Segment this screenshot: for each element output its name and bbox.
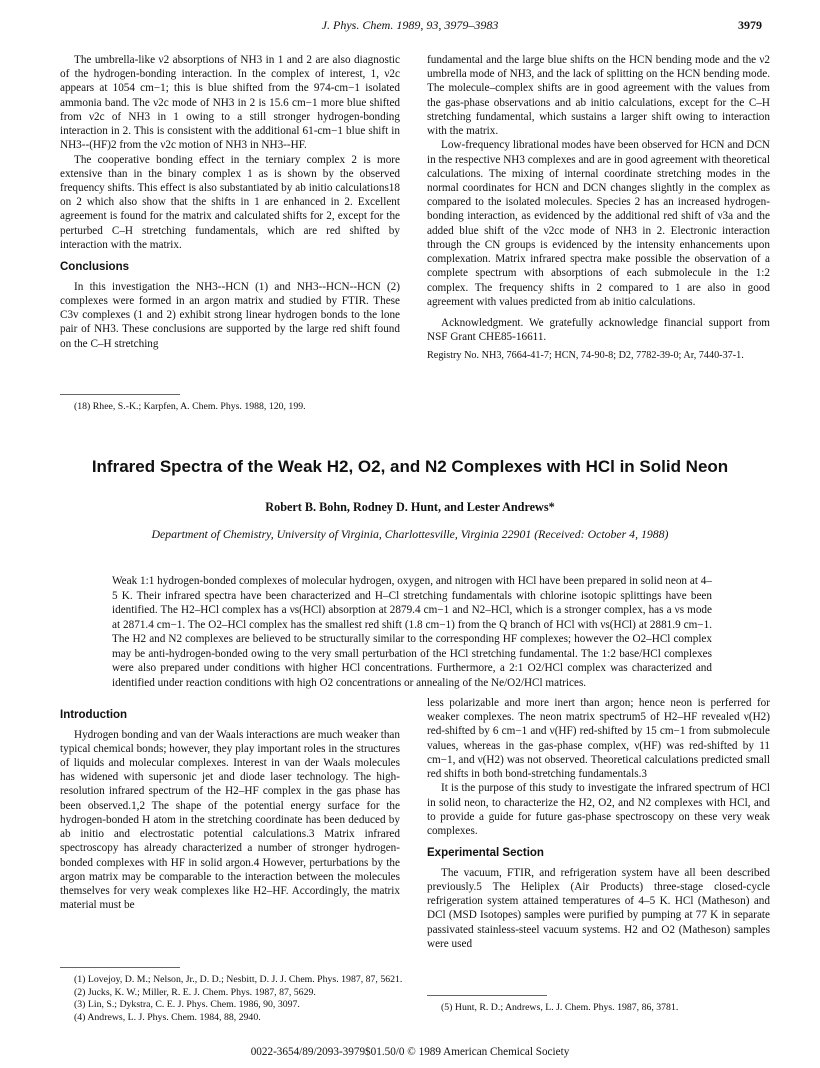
article-right-column bbox=[427, 696, 770, 951]
footnote-rule bbox=[60, 967, 180, 968]
paragraph: Low-frequency librational modes have been observed for HCN and DCN in the respective NH3 complexes and are in good agreement with theoretical calculations. The mixing of internal coordinate stretching modes in the normal coordinates for HCN and DCN changes slightly in the complex as compared to the isolated molecules. Species 2 has an increased hydrogen-bonding interaction, as evidenced by the additional red shift of ν3a and the added blue shift of the ν2cc mode of NH3 in 2. Electronic interaction through the CN groups is evidenced by the intensity enhancements upon complexation. Matrix infrared spectra make possible the observation of a complete spectrum with absorptions of each submolecule in the 1:2 complex. The frequency shifts in 2 compared to 1 are also in good agreement with values predicted from ab initio calculations. bbox=[427, 139, 770, 308]
footnote: (1) Lovejoy, D. M.; Nelson, Jr., D. D.; Nesbitt, D. J. J. Chem. Phys. 1987, 87, 5621. bbox=[74, 974, 403, 985]
article-affiliation: Department of Chemistry, University of Virginia, Charlottesville, Virginia 22901 (Received: October 4, 1988) bbox=[151, 527, 669, 541]
footnotes-left bbox=[74, 974, 404, 1025]
running-head: J. Phys. Chem. 1989, 93, 3979–3983 bbox=[321, 18, 499, 32]
paragraph: The umbrella-like ν2 absorptions of NH3 in 1 and 2 are also diagnostic of the hydrogen-bonding interaction. In the complex of interest, 1, ν2c appears at 1054 cm−1; this is blue shifted from the 974-cm−1 isolated ammonia band. The ν2c mode of NH3 in 2 is 15.6 cm−1 more blue shifted from ν2c of NH3 in 1 owing to a still stronger hydrogen-bonding interaction in 2. This is consistent with the additional 61-cm−1 blue shift in NH3--(HF)2 from the ν2c motion of NH3 in NH3--HF. bbox=[60, 54, 400, 152]
paragraph: It is the purpose of this study to investigate the infrared spectrum of HCl in solid neon, to characterize the H2, O2, and N2 complexes with HCl, and to provide a guide for future gas-phase spectroscopy on these very weak complexes. bbox=[427, 782, 770, 837]
paragraph: The vacuum, FTIR, and refrigeration system have all been described previously.5 The Heliplex (Air Products) three-stage closed-cycle refrigeration system attained temperatures of 4–5 K. HCl (Matheson) and DCl (MSD Isotopes) samples were purified by pumping at 77 K in separate passivated stainless-steel vacuum systems. H2 and O2 (Matheson) samples were used bbox=[427, 866, 770, 950]
article-title: Infrared Spectra of the Weak H2, O2, and N2 Complexes with HCl in Solid Neon bbox=[91, 457, 729, 476]
footnote-18: (18) Rhee, S.-K.; Karpfen, A. Chem. Phys. 1988, 120, 199. bbox=[74, 401, 306, 412]
article-authors: Robert B. Bohn, Rodney D. Hunt, and Lester Andrews* bbox=[265, 500, 555, 514]
acknowledgment: Acknowledgment. We gratefully acknowledge financial support from NSF Grant CHE85-16611. bbox=[427, 316, 770, 344]
article-left-column bbox=[60, 708, 400, 912]
paragraph: Hydrogen bonding and van der Waals interactions are much weaker than typical chemical bonds; however, they play important roles in the structures of liquids and molecular complexes. Interest in van der Waals molecules has widened with supersonic jet and diode laser technology. The high-resolution infrared spectrum of the H2–HF complex in the gas phase has been observed.1,2 The shape of the potential energy surface for the hydrogen-bonded H atom in the stretching coordinate has been deduced by ab initio and electrostatic potential calculations.3 Matrix infrared spectroscopy has already characterized a number of stronger hydrogen-bonded complexes with HF in solid argon.4 However, perturbations by the argon matrix may be comparable to the interaction between the molecules themselves for very weak complexes like H2–HF. Accordingly, the matrix material must be bbox=[60, 728, 400, 912]
footnote: (4) Andrews, L. J. Phys. Chem. 1984, 88, 2940. bbox=[74, 1012, 261, 1024]
paragraph: less polarizable and more inert than argon; hence neon is perferred for weaker complexes. The neon matrix spectrum5 of H2–HF revealed ν(H2) red-shifted by 6 cm−1 and ν(HF) red-shifted by 15 cm−1 from submolecule values, whereas in the gas-phase complex, ν(HF) was red-shifted by 11 cm−1, and ν(H2) was not observed. Theoretical calculations predicted small red shifts in both bond-stretching fundamentals.3 bbox=[427, 697, 770, 781]
paragraph: The cooperative bonding effect in the terniary complex 2 is more extensive than in the binary complex 1 as is shown by the observed frequency shifts. This effect is also substantiated by ab initio calculations18 on 2 which also show that the shifts in 1 are enhanced in 2. Excellent agreement is found for the matrix and calculated shifts for 2, except for the perturbed C–H stretching fundamentals, which are red shifted by interaction with the matrix. bbox=[60, 153, 400, 251]
footnote-5: (5) Hunt, R. D.; Andrews, L. J. Chem. Phys. 1987, 86, 3781. bbox=[441, 1002, 679, 1013]
copyright-line: 0022-3654/89/2093-3979$01.50/0 © 1989 American Chemical Society bbox=[250, 1046, 570, 1058]
section-heading-conclusions: Conclusions bbox=[60, 261, 130, 274]
prev-article-left-column bbox=[60, 53, 400, 351]
section-heading-introduction: Introduction bbox=[60, 709, 128, 721]
registry-numbers: Registry No. NH3, 7664-41-7; HCN, 74-90-8; D2, 7782-39-0; Ar, 7440-37-1. bbox=[427, 350, 744, 362]
footnote: (3) Lin, S.; Dykstra, C. E. J. Phys. Chem. 1986, 90, 3097. bbox=[74, 999, 300, 1011]
paragraph: In this investigation the NH3--HCN (1) and NH3--HCN--HCN (2) complexes were formed in an argon matrix and studied by FTIR. These C3v complexes (1 and 2) exhibit strong linear hydrogen bonds to the lone pair of NH3. These conclusions are supported by the large red shift found on the C–H stretching bbox=[60, 280, 400, 350]
footnote-rule bbox=[427, 995, 547, 996]
paragraph: fundamental and the large blue shifts on the HCN bending mode and the ν2 umbrella mode of NH3, and the lack of splitting on the HCN bending mode. The molecule–complex shifts are in good agreement with the values from the gas-phase observations and ab initio calculations, except for the C–H stretching fundamental, which sustains a larger shift owing to interaction with the matrix. bbox=[427, 54, 770, 138]
page-number: 3979 bbox=[738, 18, 762, 32]
footnote: (2) Jucks, K. W.; Miller, R. E. J. Chem. Phys. 1987, 87, 5629. bbox=[74, 986, 316, 998]
section-heading-experimental: Experimental Section bbox=[427, 847, 544, 860]
footnote-rule bbox=[60, 394, 180, 395]
abstract: Weak 1:1 hydrogen-bonded complexes of molecular hydrogen, oxygen, and nitrogen with HCl have been prepared in solid neon at 4–5 K. Their infrared spectra have been characterized and H–Cl stretching fundamentals with chlorine isotopic splittings have been identified. The H2–HCl complex has a νs(HCl) absorption at 2879.4 cm−1 and N2–HCl, which is a stronger complex, has a νs mode at 2871.4 cm−1. The O2–HCl complex has the smallest red shift (1.8 cm−1) from the Q branch of HCl with νs(HCl) at 2881.9 cm−1. The H2 and N2 complexes are believed to be structurally similar to the corresponding HF complexes; however the O2–HCl complex may be anti-hydrogen-bonded owing to the very small perturbation of the HCl stretching fundamental. The 1:2 base/HCl complexes were also prepared under conditions with higher HCl concentrations. Furthermore, a 2:1 O2/HCl complex was characterized and identified under reaction conditions with high O2 concentrations or annealing of the Ne/O2/HCl matrices. bbox=[112, 575, 712, 689]
prev-article-right-column bbox=[427, 53, 770, 363]
